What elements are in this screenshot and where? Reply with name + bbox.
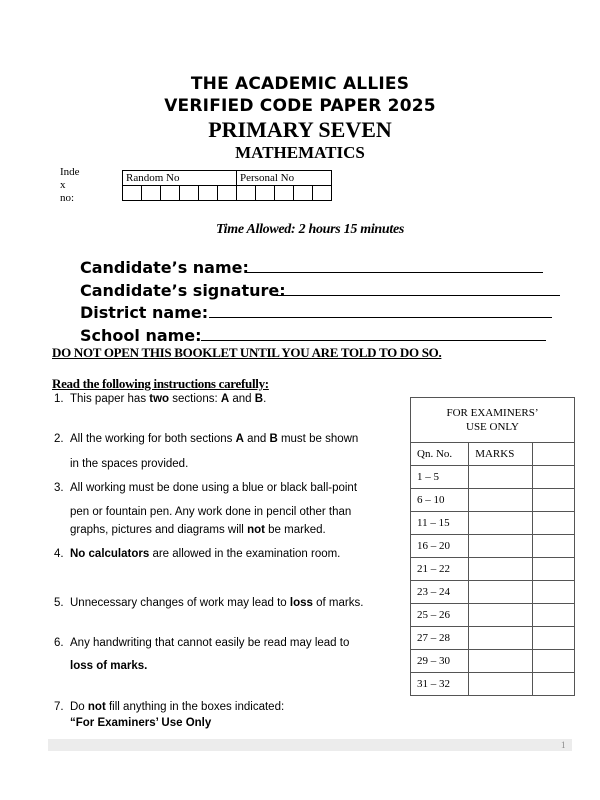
paper-title: VERIFIED CODE PAPER 2025 — [164, 96, 436, 116]
marks-cell[interactable] — [469, 673, 533, 696]
extra-cell[interactable] — [532, 558, 574, 581]
extra-cell[interactable] — [532, 466, 574, 489]
marks-cell[interactable] — [469, 581, 533, 604]
extra-cell[interactable] — [532, 650, 574, 673]
random-no-box[interactable] — [123, 186, 142, 201]
index-label: Inde x no: — [60, 166, 80, 204]
question-range: 29 – 30 — [411, 650, 469, 673]
district-name-line[interactable] — [209, 317, 552, 318]
instruction-6: Any handwriting that cannot easily be read may lead to — [70, 637, 350, 649]
marks-cell[interactable] — [469, 650, 533, 673]
candidate-signature-line[interactable] — [276, 295, 560, 296]
random-no-box[interactable] — [199, 186, 218, 201]
examiners-table — [410, 397, 575, 696]
marks-cell[interactable] — [469, 466, 533, 489]
instruction-5: Unnecessary changes of work may lead to loss of marks. — [70, 597, 364, 609]
class-title: PRIMARY SEVEN — [208, 117, 392, 142]
candidate-signature-label: Candidate’s signature: — [80, 281, 286, 300]
table-row — [411, 627, 575, 650]
extra-cell[interactable] — [532, 512, 574, 535]
extra-cell[interactable] — [532, 535, 574, 558]
table-row — [411, 535, 575, 558]
personal-no-box[interactable] — [294, 186, 313, 201]
table-row — [411, 650, 575, 673]
extra-cell[interactable] — [532, 673, 574, 696]
table-row — [411, 558, 575, 581]
random-no-box[interactable] — [161, 186, 180, 201]
instruction-7: Do not fill anything in the boxes indicated: — [70, 701, 285, 713]
instruction-3: All working must be done using a blue or black ball-point — [70, 482, 358, 494]
table-row — [411, 673, 575, 696]
marks-cell[interactable] — [469, 627, 533, 650]
extra-cell[interactable] — [532, 489, 574, 512]
school-name-label: School name: — [80, 326, 202, 345]
candidate-name-line[interactable] — [246, 272, 543, 273]
random-no-box[interactable] — [218, 186, 237, 201]
col-marks-header: MARKS — [469, 443, 533, 466]
personal-no-box[interactable] — [256, 186, 275, 201]
extra-cell[interactable] — [532, 627, 574, 650]
random-no-box[interactable] — [180, 186, 199, 201]
candidate-name-label: Candidate’s name: — [80, 258, 249, 277]
col-qn-header: Qn. No. — [411, 443, 469, 466]
table-row — [411, 466, 575, 489]
marks-cell[interactable] — [469, 558, 533, 581]
question-range: 21 – 22 — [411, 558, 469, 581]
question-range: 23 – 24 — [411, 581, 469, 604]
table-row — [411, 581, 575, 604]
marks-cell[interactable] — [469, 535, 533, 558]
question-range: 6 – 10 — [411, 489, 469, 512]
subject-title: MATHEMATICS — [235, 143, 365, 162]
index-number-boxes — [122, 170, 332, 201]
question-range: 31 – 32 — [411, 673, 469, 696]
instruction-4: No calculators are allowed in the examination room. — [70, 548, 341, 560]
do-not-open-warning: DO NOT OPEN THIS BOOKLET UNTIL YOU ARE TOLD TO DO SO. — [52, 345, 442, 360]
question-range: 27 – 28 — [411, 627, 469, 650]
question-range: 11 – 15 — [411, 512, 469, 535]
table-row — [411, 512, 575, 535]
table-row — [411, 489, 575, 512]
table-row — [411, 604, 575, 627]
instruction-1: This paper has two sections: A and B. — [70, 393, 267, 405]
instruction-2: All the working for both sections A and B must be shown — [70, 433, 359, 445]
col-extra-header — [532, 443, 574, 466]
examiners-table-title: FOR EXAMINERS’ USE ONLY — [411, 398, 575, 443]
personal-no-box[interactable] — [313, 186, 332, 201]
random-no-box[interactable] — [142, 186, 161, 201]
question-range: 16 – 20 — [411, 535, 469, 558]
question-range: 1 – 5 — [411, 466, 469, 489]
district-name-label: District name: — [80, 303, 209, 322]
marks-cell[interactable] — [469, 512, 533, 535]
personal-no-box[interactable] — [275, 186, 294, 201]
org-title: THE ACADEMIC ALLIES — [190, 74, 410, 94]
question-range: 25 – 26 — [411, 604, 469, 627]
personal-no-box[interactable] — [237, 186, 256, 201]
school-name-line[interactable] — [201, 340, 546, 341]
extra-cell[interactable] — [532, 604, 574, 627]
extra-cell[interactable] — [532, 581, 574, 604]
marks-cell[interactable] — [469, 604, 533, 627]
footer-bar — [48, 739, 572, 751]
time-allowed: Time Allowed: 2 hours 15 minutes — [215, 222, 405, 237]
page-number: 1 — [561, 740, 566, 750]
personal-no-label: Personal No — [237, 171, 332, 186]
random-no-label: Random No — [123, 171, 237, 186]
marks-cell[interactable] — [469, 489, 533, 512]
instructions-heading: Read the following instructions carefully: — [52, 376, 269, 391]
